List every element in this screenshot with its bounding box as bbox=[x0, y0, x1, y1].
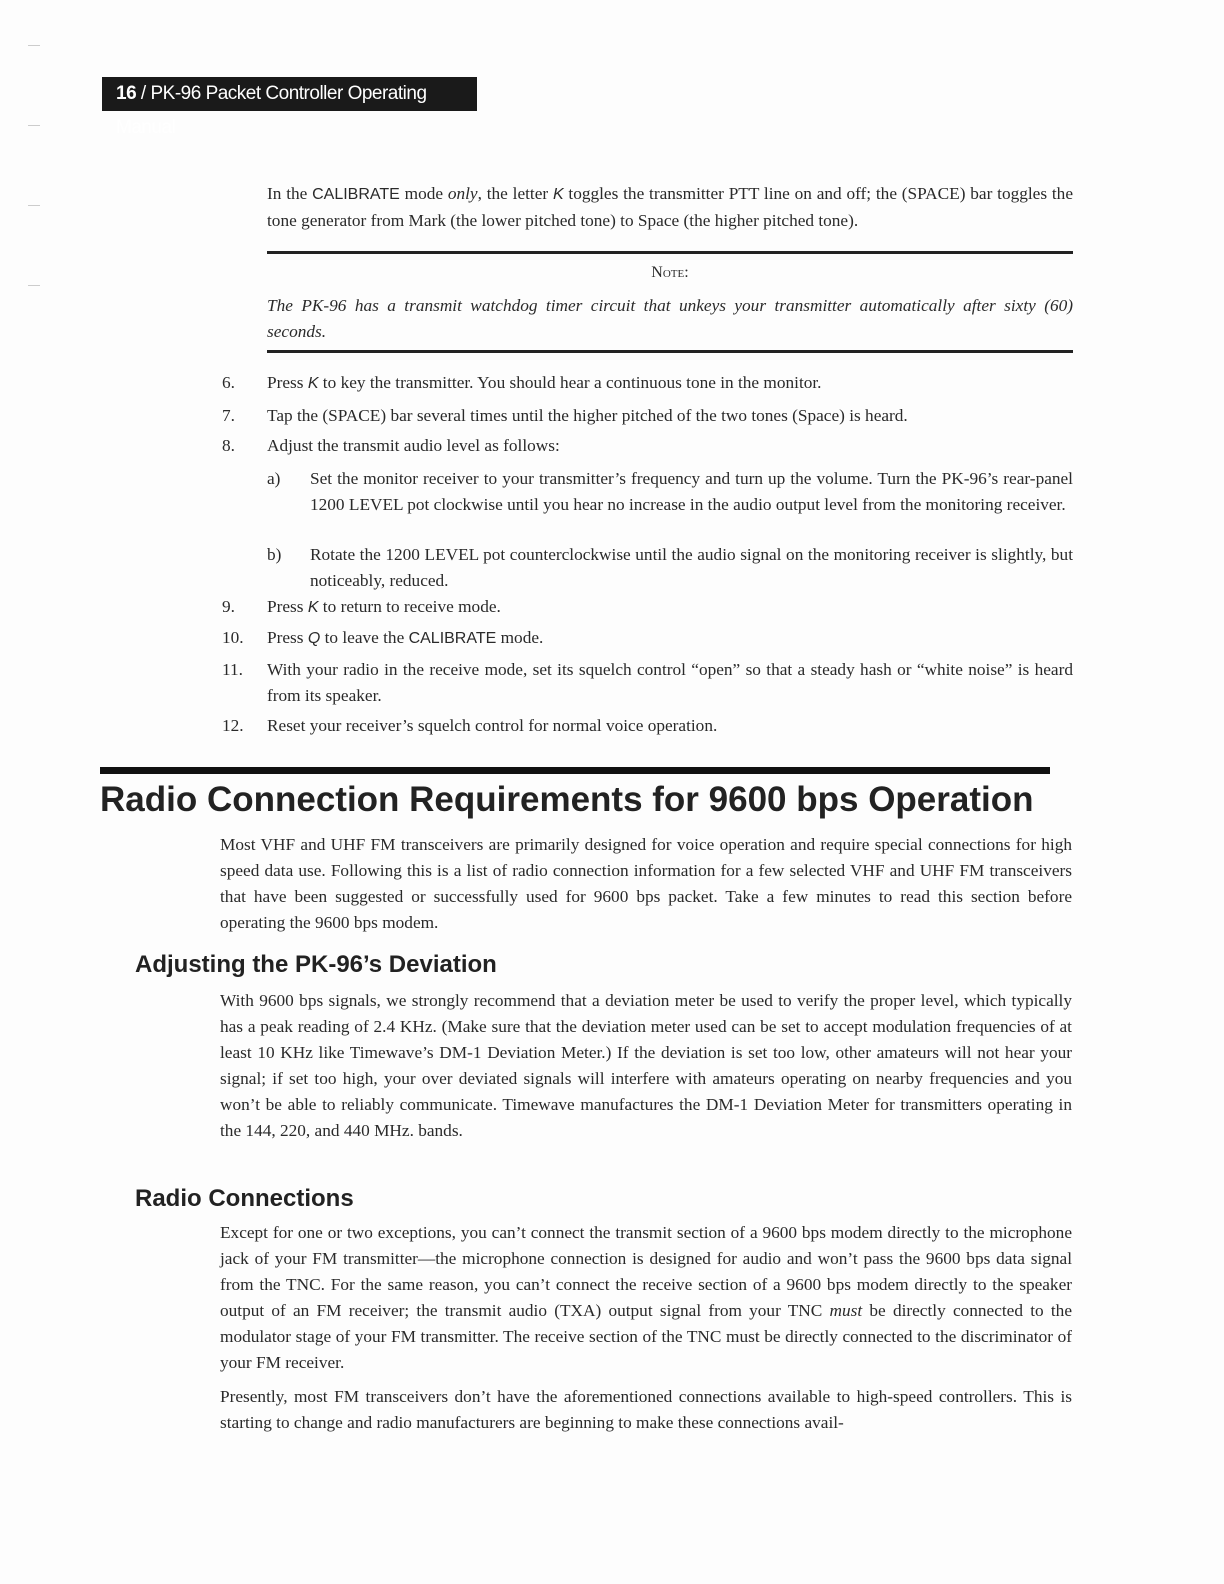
running-header bbox=[102, 77, 477, 138]
radio-paragraph-1: Except for one or two exceptions, you can’t connect the transmit section of a 9600 bps modem directly to the microphone jack of your FM transmitter—the microphone connection is designed for audio and won’t pass the 9600 bps data signal from the TNC. For the same reason, you can’t connect the receive section of a 9600 bps modem directly to the speaker output of an FM receiver; the transmit audio (TXA) output signal from your TNC must be directly connected to the modulator stage of your FM transmitter. The receive section of the TNC must be directly connected to the discriminator of your FM receiver. bbox=[220, 1223, 1072, 1372]
binding-mark bbox=[28, 205, 40, 206]
note-rule-top bbox=[267, 251, 1073, 254]
list-item: 6. Press K to key the transmitter. You should hear a continuous tone in the monitor. bbox=[222, 373, 822, 392]
binding-mark bbox=[28, 45, 40, 46]
subheading-radio-connections: Radio Connections bbox=[135, 1185, 354, 1212]
list-item: 10. Press Q to leave the CALIBRATE mode. bbox=[222, 628, 544, 647]
binding-mark bbox=[28, 125, 40, 126]
list-item: 7. Tap the (SPACE) bar several times until the higher pitched of the two tones (Space) is heard. bbox=[222, 406, 908, 425]
deviation-paragraph: With 9600 bps signals, we strongly recommend that a deviation meter be used to verify the proper level, which typically has a peak reading of 2.4 KHz. (Make sure that the deviation meter used can be set to accept modulation frequencies of at least 10 KHz like Timewave’s DM-1 Deviation Meter.) If the deviation is set too low, other amateurs will not hear your signal; if set too high, your over deviated signals will interfere with amateurs operating on nearby frequencies and you won’t be able to reliably communicate. Timewave manufactures the DM-1 Deviation Meter for transmitters operating in the 144, 220, and 440 MHz. bands. bbox=[220, 991, 1072, 1140]
intro-paragraph: In the CALIBRATE mode only, the letter K toggles the transmitter PTT line on and off; the (SPACE) bar toggles the tone generator from Mark (the lower pitched tone) to Space (the higher pitched tone). bbox=[267, 184, 1073, 230]
list-item: 8. Adjust the transmit audio level as follows: bbox=[222, 436, 560, 455]
list-item: 9. Press K to return to receive mode. bbox=[222, 597, 501, 616]
list-item: 12. Reset your receiver’s squelch control for normal voice operation. bbox=[222, 716, 718, 735]
section-heading: Radio Connection Requirements for 9600 bps Operation bbox=[100, 780, 1034, 819]
section-intro: Most VHF and UHF FM transceivers are primarily designed for voice operation and require special connections for high speed data use. Following this is a list of radio connection information for a few selected VHF and UHF FM transceivers that have been suggested or successfully used for 9600 bps packet. Take a few minutes to read this section before operating the 9600 bps modem. bbox=[220, 835, 1072, 932]
note-title: Note: bbox=[651, 264, 689, 281]
radio-paragraph-2: Presently, most FM transceivers don’t have the aforementioned connections available to high-speed controllers. This is starting to change and radio manufacturers are beginning to make these connections avail- bbox=[220, 1387, 1072, 1432]
header-title: / PK-96 Packet Controller Operating Manual bbox=[116, 83, 427, 138]
subheading-deviation: Adjusting the PK-96’s Deviation bbox=[135, 951, 497, 978]
sub-list-item: a) Set the monitor receiver to your transmitter’s frequency and turn up the volume. Turn the PK-96’s rear-panel 1200 LEVEL pot clockwise until you hear no increase in the audio output level from the monitoring receiver. bbox=[267, 469, 1073, 514]
binding-mark bbox=[28, 285, 40, 286]
page-number: 16 bbox=[116, 83, 137, 104]
note-rule-bottom bbox=[267, 350, 1073, 353]
note-text: The PK-96 has a transmit watchdog timer circuit that unkeys your transmitter automatically after sixty (60) seconds. bbox=[267, 296, 1073, 341]
sub-list-item: b) Rotate the 1200 LEVEL pot counterclockwise until the audio signal on the monitoring receiver is slightly, but noticeably, reduced. bbox=[267, 545, 1073, 590]
list-item: 11. With your radio in the receive mode, set its squelch control “open” so that a steady hash or “white noise” is heard from its speaker. bbox=[222, 660, 1073, 705]
section-rule bbox=[100, 767, 1050, 774]
